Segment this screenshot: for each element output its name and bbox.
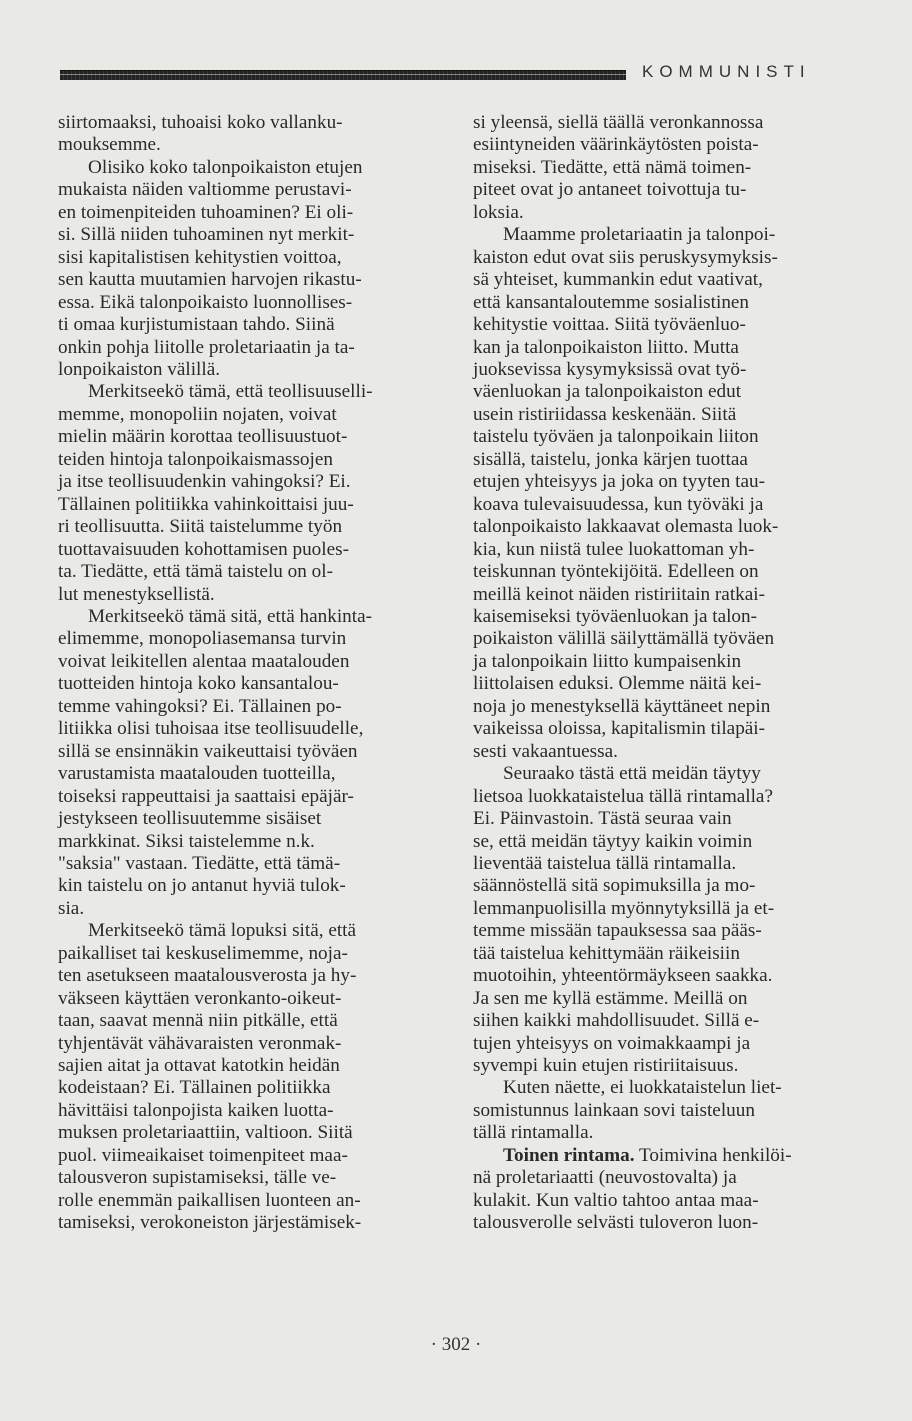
text-line: kaiston edut ovat siis peruskysymyksis- (473, 246, 778, 268)
text-line: hävittäisi talonpojista kaiken luotta- (58, 1099, 334, 1121)
text-line: miseksi. Tiedätte, että nämä toimen- (473, 156, 752, 178)
text-line: Tällainen politiikka vahinkoittaisi juu- (58, 493, 354, 515)
text-line: lonpoikaiston välillä. (58, 358, 221, 380)
text-line: koava tulevaisuudessa, kun työväki ja (473, 493, 764, 515)
text-line: liittolaisen eduksi. Olemme näitä kei- (473, 673, 762, 695)
text-line: temme vahingoksi? Ei. Tällainen po- (58, 695, 342, 717)
text-line: puol. viimeaikaiset toimenpiteet maa- (58, 1144, 348, 1166)
text-line: mouksemme. (58, 134, 161, 156)
text-line: väkseen käyttäen veronkanto-oikeut- (58, 987, 342, 1009)
text-line: tyhjentävät vähävaraisten veronmak- (58, 1032, 342, 1054)
text-line: temme missään tapauksessa saa pääs- (473, 920, 762, 942)
text-line: mielin määrin korottaa teollisuustuot- (58, 426, 348, 448)
text-line: toiseksi rappeuttaisi ja saattaisi epäjär- (58, 785, 354, 807)
text-line: Merkitseekö tämä lopuksi sitä, että (88, 920, 357, 942)
text-line: sillä se ensinnäkin vaikeuttaisi työväen (58, 740, 358, 762)
section-heading: Toinen rintama. (503, 1144, 635, 1166)
text-line: elimemme, monopoliasemansa turvin (58, 628, 347, 650)
text-line: sajien aitat ja ottavat katotkin heidän (58, 1055, 340, 1077)
text-line: taistelu työväen ja talonpoikain liiton (473, 426, 759, 448)
text-line: kodeistaan? Ei. Tällainen politiikka (58, 1077, 331, 1099)
text-line: litiikka olisi tuhoisaa itse teollisuudelle, (58, 718, 364, 740)
text-line: tujen yhteisyys on voimakkaampi ja (473, 1032, 751, 1054)
text-line: ti omaa kurjistumistaan tahdo. Siinä (58, 314, 335, 336)
text-line: tää taistelua kehittymään räikeisiin (473, 942, 740, 964)
text-line: jestykseen teollisuutemme sisäiset (58, 808, 322, 830)
text-line: tuottavaisuuden kohottamisen puoles- (58, 538, 349, 560)
text-line: memme, monopoliin nojaten, voivat (58, 403, 337, 425)
text-line: juoksevissa kysymyksissä ovat työ- (473, 358, 747, 380)
text-line: kia, kun niistä tulee luokattoman yh- (473, 538, 755, 560)
text-line: kin taistelu on jo antanut hyviä tulok- (58, 875, 346, 897)
text-line: Merkitseekö tämä sitä, että hankinta- (88, 605, 372, 627)
text-line: varustamista maatalouden tuotteilla, (58, 763, 336, 785)
text-line: Kuten näette, ei luokkataistelun liet- (503, 1077, 782, 1099)
text-line: kaisemiseksi työväenluokan ja talon- (473, 605, 758, 627)
text-line: "saksia" vastaan. Tiedätte, että tämä- (58, 852, 341, 874)
text-line: talonpoikaisto lakkaavat olemasta luok- (473, 516, 779, 538)
right-column (473, 112, 853, 1235)
text-line: säännöstellä sitä sopimuksilla ja mo- (473, 875, 756, 897)
text-line: esiintyneiden väärinkäytösten poista- (473, 134, 759, 156)
text-line: tamiseksi, verokoneiston järjestämisek- (58, 1212, 362, 1234)
text-line: Seuraako tästä että meidän täytyy (503, 763, 761, 785)
text-line: että kansantaloutemme sosialistinen (473, 291, 750, 313)
text-line: sen kautta muutamien harvojen rikastu- (58, 269, 362, 291)
text-line: onkin pohja liitolle proletariaatin ja ta- (58, 336, 355, 358)
text-line: poikaiston välillä säilyttämällä työväen (473, 628, 775, 650)
text-line: syvempi kuin etujen ristiriitaisuus. (473, 1055, 739, 1077)
running-head: KOMMUNISTI (642, 62, 811, 81)
text-line: sä yhteiset, kummankin edut vaativat, (473, 269, 763, 291)
text-line: nä proletariaatti (neuvostovalta) ja (473, 1167, 737, 1189)
text-line: tuotteiden hintoja koko kansantalou- (58, 673, 339, 695)
left-column (58, 112, 458, 1235)
text-line: kehitystie voittaa. Siitä työväenluo- (473, 314, 746, 336)
text-line: meillä keinot näiden ristiriitain ratkai- (473, 583, 765, 605)
text-line: si yleensä, siellä täällä veronkannossa (473, 112, 764, 133)
text-line: muotoihin, yhteentörmäykseen saakka. (473, 965, 773, 987)
page-number: · 302 · (430, 1334, 482, 1355)
text-line: talousveron supistamiseksi, tälle ve- (58, 1167, 337, 1189)
text-line: Olisiko koko talonpoikaiston etujen (88, 156, 363, 178)
text-line: paikalliset tai keskuselimemme, noja- (58, 942, 348, 964)
text-line: lut menestyksellistä. (58, 583, 215, 605)
text-line: essa. Eikä talonpoikaisto luonnollises- (58, 291, 353, 313)
text-line: se, että meidän täytyy kaikin voimin (473, 830, 753, 852)
text-line: vaikeissa oloissa, kapitalismin tilapäi- (473, 718, 766, 740)
text-line: lieventää taistelua tällä rintamalla. (473, 852, 737, 874)
text-line: Ei. Päinvastoin. Tästä seuraa vain (473, 808, 732, 830)
text-line: kan ja talonpoikaiston liitto. Mutta (473, 336, 739, 358)
text-line: rolle enemmän paikallisen luonteen an- (58, 1189, 361, 1211)
text-line: siirtomaaksi, tuhoaisi koko vallanku- (58, 112, 343, 133)
text-line: teiden hintoja talonpoikaismassojen (58, 448, 333, 470)
text-line: markkinat. Siksi taistelemme n.k. (58, 830, 315, 852)
text-line: somistunnus lainkaan sovi taisteluun (473, 1099, 755, 1121)
text-line: sisällä, taistelu, jonka kärjen tuottaa (473, 448, 748, 470)
text-line: sisi kapitalistisen kehitystien voittoa, (58, 246, 342, 268)
text-line: tällä rintamalla. (473, 1122, 594, 1144)
text-line: siihen kaikki mahdollisuudet. Sillä e- (473, 1010, 760, 1032)
text-line: usein ristiriidassa keskenään. Siitä (473, 403, 737, 425)
text-line: lietsoa luokkataistelua tällä rintamalla? (473, 785, 773, 807)
text-line: ja itse teollisuudenkin vahingoksi? Ei. (58, 471, 351, 493)
text-line: en toimenpiteiden tuhoaminen? Ei oli- (58, 201, 354, 223)
text-line: mukaista näiden valtiomme perustavi- (58, 179, 352, 201)
text-line: Ja sen me kyllä estämme. Meillä on (473, 987, 748, 1009)
text-line: talousverolle selvästi tuloveron luon- (473, 1212, 759, 1234)
header-rule (60, 70, 626, 80)
text-run: Toimivina henkilöi- (638, 1144, 792, 1166)
text-line: loksia. (473, 201, 524, 223)
text-line: ten asetukseen maatalousverosta ja hy- (58, 965, 357, 987)
text-line: sesti vakaantuessa. (473, 740, 618, 762)
text-line: etujen yhteisyys ja joka on tyyten tau- (473, 471, 766, 493)
text-line: taan, saavat mennä niin pitkälle, että (58, 1010, 338, 1032)
text-line: noja jo menestyksellä käyttäneet nepin (473, 695, 771, 717)
section-heading-line (473, 1145, 853, 1167)
text-line: väenluokan ja talonpoikaiston edut (473, 381, 742, 403)
text-line: ja talonpoikain liitto kumpaisenkin (473, 650, 742, 672)
text-line: sia. (58, 897, 85, 919)
text-line: Maamme proletariaatin ja talonpoi- (503, 224, 776, 246)
text-line: Merkitseekö tämä, että teollisuuselli- (88, 381, 373, 403)
text-line: si. Sillä niiden tuhoaminen nyt merkit- (58, 224, 355, 246)
text-line: voivat leikitellen alentaa maatalouden (58, 650, 350, 672)
text-line: ta. Tiedätte, että tämä taistelu on ol- (58, 561, 333, 583)
text-line: kulakit. Kun valtio tahtoo antaa maa- (473, 1189, 759, 1211)
text-line: muksen proletariaattiin, valtioon. Siitä (58, 1122, 353, 1144)
text-line: teiskunnan työntekijöitä. Edelleen on (473, 561, 759, 583)
text-line: ri teollisuutta. Siitä taistelumme työn (58, 516, 343, 538)
text-line: piteet ovat jo antaneet toivottuja tu- (473, 179, 747, 201)
text-line: lemmanpuolisilla myönnytyksillä ja et- (473, 897, 775, 919)
